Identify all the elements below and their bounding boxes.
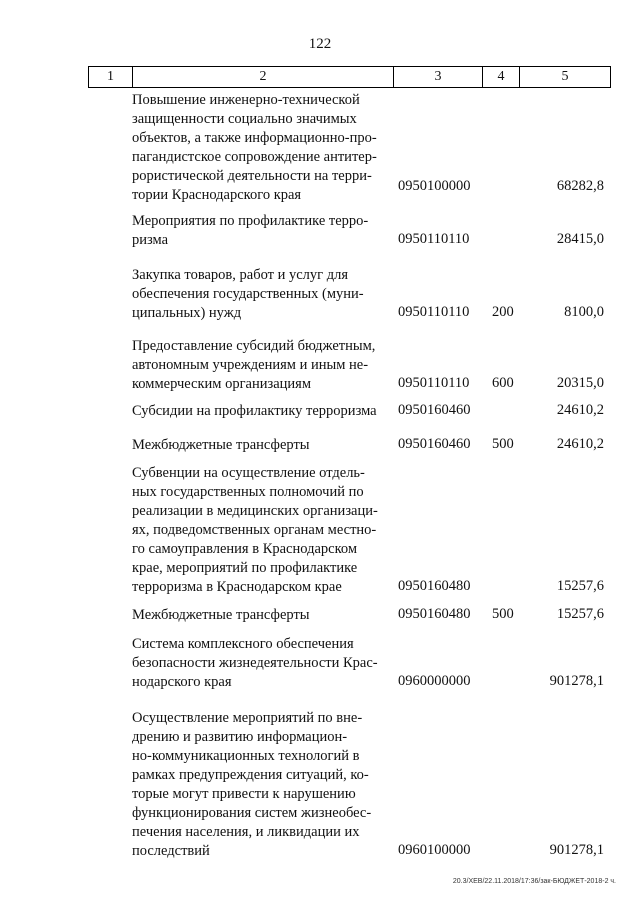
row-name: Субвенции на осуществление отдель- ных государственных полномочий по реализации в медицинских организаци- ях, подведомственных органам местно- го самоуправления в Краснодарском крае, мероприятий по профилактике терроризма в Краснодарском крае xyxy=(132,465,378,595)
row-amount: 901278,1 xyxy=(549,673,604,689)
row-name: Межбюджетные трансферты xyxy=(132,437,310,453)
row-amount: 8100,0 xyxy=(564,304,604,320)
row-amount: 24610,2 xyxy=(556,402,604,418)
header-col-5: 5 xyxy=(519,67,611,87)
row-name: Межбюджетные трансферты xyxy=(132,607,310,623)
row-amount: 68282,8 xyxy=(556,178,604,194)
row-amount: 20315,0 xyxy=(556,375,604,391)
row-code: 0960100000 xyxy=(398,842,471,858)
row-code: 0950160480 xyxy=(398,606,471,622)
row-vr: 600 xyxy=(492,375,514,391)
row-amount: 15257,6 xyxy=(556,606,604,622)
row-code: 0950110110 xyxy=(398,375,470,391)
row-name: Предоставление субсидий бюджетным, автономным учреждениям и иным не- коммерческим организациям xyxy=(132,338,376,392)
row-name: Мероприятия по профилактике терро- ризма xyxy=(132,213,369,248)
row-code: 0950100000 xyxy=(398,178,471,194)
row-name: Повышение инженерно-технической защищенности социально значимых объектов, а также информационно-про- пагандистское сопровождение антитер- рористической деятельности на терри- тории Краснодарского края xyxy=(132,92,377,203)
header-col-4: 4 xyxy=(482,67,519,87)
row-code: 0950160480 xyxy=(398,578,471,594)
row-amount: 28415,0 xyxy=(556,231,604,247)
row-name: Субсидии на профилактику терроризма xyxy=(132,403,377,419)
row-amount: 15257,6 xyxy=(556,578,604,594)
row-name: Осуществление мероприятий по вне- дрению и развитию информацион- но-коммуникационных технологий в рамках предупреждения ситуаций, ко- торые могут привести к нарушению функционирования систем жизнеобес- печения населения, и ликвидации их последствий xyxy=(132,710,372,859)
header-col-3: 3 xyxy=(393,67,482,87)
row-code: 0950110110 xyxy=(398,304,470,320)
header-col-1: 1 xyxy=(88,67,132,87)
footer-stamp: 20.3/ХЕВ/22.11.2018/17:36/зак-БЮДЖЕТ-2018-2 ч. xyxy=(452,878,616,885)
row-code: 0950160460 xyxy=(398,436,471,452)
header-col-2: 2 xyxy=(132,67,393,87)
row-code: 0950110110 xyxy=(398,231,470,247)
row-name: Закупка товаров, работ и услуг для обеспечения государственных (муни- ципальных) нужд xyxy=(132,267,364,321)
row-code: 0950160460 xyxy=(398,402,471,418)
table-header xyxy=(88,66,611,88)
row-vr: 500 xyxy=(492,606,514,622)
page-number: 122 xyxy=(308,36,332,52)
row-name: Система комплексного обеспечения безопасности жизнедеятельности Крас- нодарского края xyxy=(132,636,378,690)
row-vr: 200 xyxy=(492,304,514,320)
row-amount: 24610,2 xyxy=(556,436,604,452)
row-amount: 901278,1 xyxy=(549,842,604,858)
row-code: 0960000000 xyxy=(398,673,471,689)
row-vr: 500 xyxy=(492,436,514,452)
